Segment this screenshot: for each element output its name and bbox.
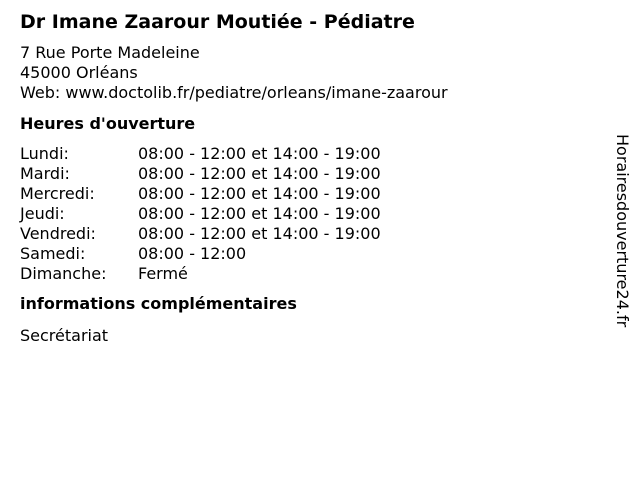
hours-row-wednesday bbox=[20, 184, 600, 204]
hours-row-sunday bbox=[20, 264, 600, 284]
day-label: Vendredi: bbox=[20, 224, 96, 243]
page-title: Dr Imane Zaarour Moutiée - Pédiatre bbox=[20, 11, 415, 33]
day-label: Lundi: bbox=[20, 144, 69, 163]
address-street: 7 Rue Porte Madeleine bbox=[20, 43, 200, 62]
extra-info-text: Secrétariat bbox=[20, 326, 109, 345]
extra-info-heading: informations complémentaires bbox=[20, 294, 297, 313]
hours-heading: Heures d'ouverture bbox=[20, 114, 196, 133]
time-value: Fermé bbox=[138, 264, 188, 283]
address-city: 45000 Orléans bbox=[20, 63, 138, 82]
day-label: Mardi: bbox=[20, 164, 70, 183]
day-label: Jeudi: bbox=[20, 204, 65, 223]
time-value: 08:00 - 12:00 et 14:00 - 19:00 bbox=[138, 204, 381, 223]
time-value: 08:00 - 12:00 et 14:00 - 19:00 bbox=[138, 144, 381, 163]
hours-row-saturday bbox=[20, 244, 600, 264]
hours-table bbox=[20, 144, 600, 284]
hours-row-friday bbox=[20, 224, 600, 244]
address-block bbox=[20, 43, 600, 103]
site-watermark: Horairesdouverture24.fr bbox=[613, 134, 632, 328]
hours-row-monday bbox=[20, 144, 600, 164]
website-link[interactable]: Web: www.doctolib.fr/pediatre/orleans/imane-zaarour bbox=[20, 83, 448, 102]
doctor-card bbox=[20, 10, 600, 346]
day-label: Dimanche: bbox=[20, 264, 107, 283]
hours-row-thursday bbox=[20, 204, 600, 224]
time-value: 08:00 - 12:00 et 14:00 - 19:00 bbox=[138, 164, 381, 183]
day-label: Mercredi: bbox=[20, 184, 95, 203]
time-value: 08:00 - 12:00 et 14:00 - 19:00 bbox=[138, 224, 381, 243]
time-value: 08:00 - 12:00 bbox=[138, 244, 247, 263]
day-label: Samedi: bbox=[20, 244, 86, 263]
hours-row-tuesday bbox=[20, 164, 600, 184]
time-value: 08:00 - 12:00 et 14:00 - 19:00 bbox=[138, 184, 381, 203]
